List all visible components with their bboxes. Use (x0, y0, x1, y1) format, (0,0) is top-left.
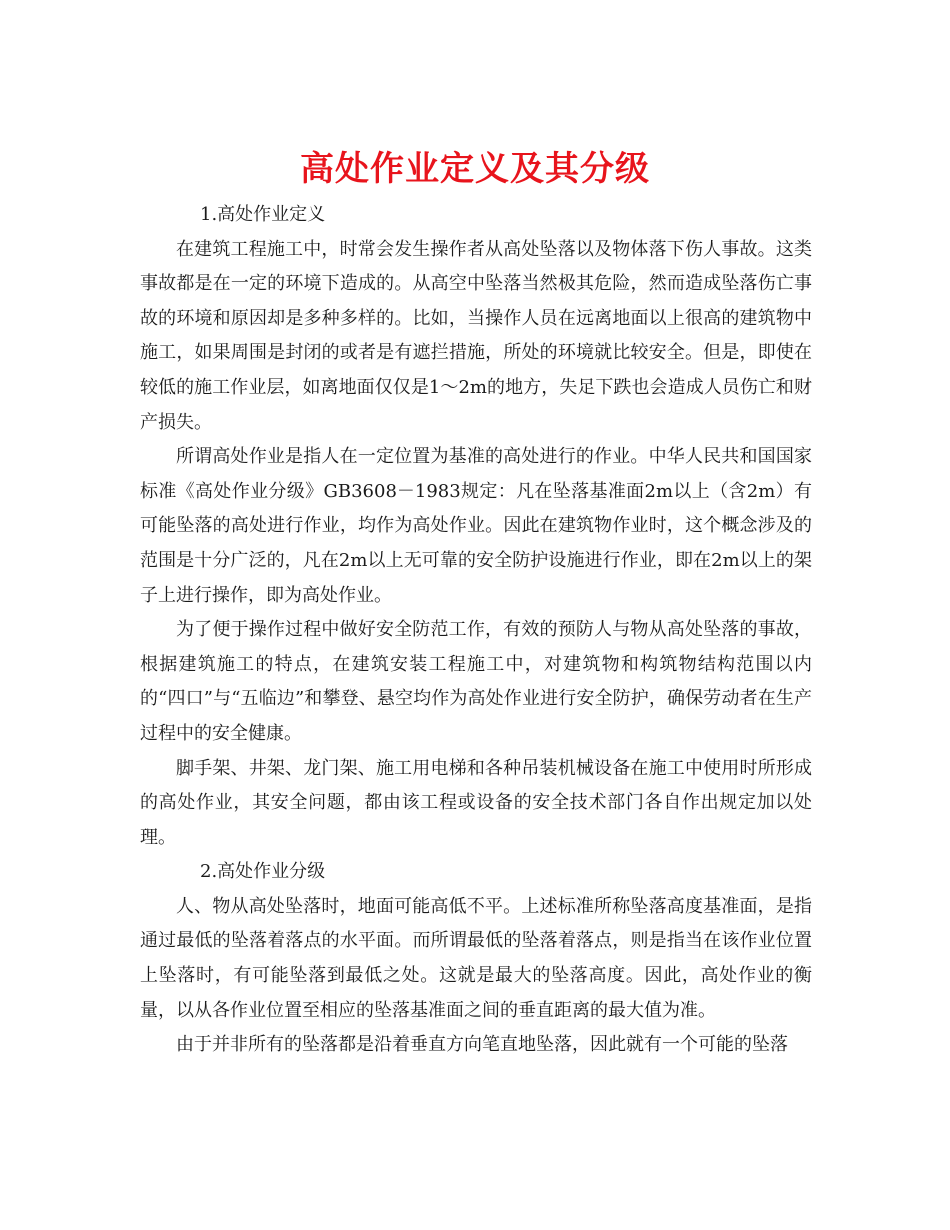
section-heading-definition: 1.高处作业定义 (200, 204, 326, 225)
section-heading-classification: 2.高处作业分级 (200, 861, 326, 883)
paragraph: 为了便于操作过程中做好安全防范工作，有效的预防人与物从高处坠落的事故，根据建筑施工的特点，在建筑安装工程施工中，对建筑物和构筑物结构范围以内的“四口”与“五临边”和攀登、悬空均作为高处作业进行安全防护，确保劳动者在生产过程中的安全健康。 (140, 619, 812, 744)
document-body (140, 198, 812, 1063)
paragraph: 所谓高处作业是指人在一定位置为基准的高处进行的作业。中华人民共和国国家标准《高处作业分级》GB3608－1983规定：凡在坠落基准面2m以上（含2m）有可能坠落的高处进行作业，均作为高处作业。因此在建筑物作业时，这个概念涉及的范围是十分广泛的，凡在2m以上无可靠的安全防护设施进行作业，即在2m以上的架子上进行操作，即为高处作业。 (140, 446, 812, 606)
document-title: 高处作业定义及其分级 (300, 148, 650, 189)
paragraph: 由于并非所有的坠落都是沿着垂直方向笔直地坠落，因此就有一个可能的坠落 (176, 1034, 788, 1056)
paragraph: 脚手架、井架、龙门架、施工用电梯和各种吊装机械设备在施工中使用时所形成的高处作业，其安全问题，都由该工程或设备的安全技术部门各自作出规定加以处理。 (140, 757, 812, 848)
paragraph: 在建筑工程施工中，时常会发生操作者从高处坠落以及物体落下伤人事故。这类事故都是在一定的环境下造成的。从高空中坠落当然极其危险，然而造成坠落伤亡事故的环境和原因却是多种多样的。比如，当操作人员在远离地面以上很高的建筑物中施工，如果周围是封闭的或者是有遮拦措施，所处的环境就比较安全。但是，即使在较低的施工作业层，如离地面仅仅是1～2m的地方，失足下跌也会造成人员伤亡和财产损失。 (140, 238, 812, 433)
paragraph: 人、物从高处坠落时，地面可能高低不平。上述标准所称坠落高度基准面，是指通过最低的坠落着落点的水平面。而所谓最低的坠落着落点，则是指当在该作业位置上坠落时，有可能坠落到最低之处。这就是最大的坠落高度。因此，高处作业的衡量，以从各作业位置至相应的坠落基准面之间的垂直距离的最大值为准。 (140, 895, 812, 1021)
